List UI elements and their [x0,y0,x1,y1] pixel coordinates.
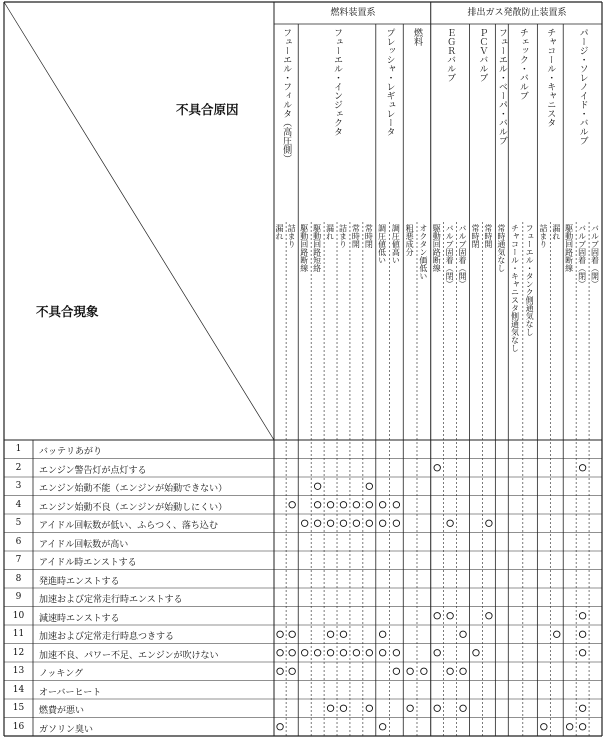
component-header: 燃料 [411,28,422,46]
symptom-number: 13 [12,666,25,676]
component-header: フューエル・インジェクタ [332,28,342,136]
symptom-number: 10 [12,610,25,621]
symptom-text: アイドル回転数が低い、ふらつく、落ち込む [39,521,218,531]
symptom-title: 不具合現象 [36,304,99,319]
symptom-number: 9 [15,592,22,602]
cause-header: 粗悪成分 [405,224,415,256]
cause-header: 詰まり [338,224,348,248]
cause-header: 常時閉 [364,224,374,248]
component-header: チャコール・キャニスタ [545,28,556,127]
symptom-text: エンジン始動不良（エンジンが始動しにくい） [39,502,228,513]
symptom-text: ノッキング [39,669,84,679]
cause-title: 不具合原因 [176,102,239,117]
symptom-text: 減速時エンストする [39,613,120,624]
symptom-text: バッテリあがり [39,447,103,457]
component-header: ＥＧＲバルブ [445,28,456,82]
component-header: チェック・バルブ [517,28,528,100]
symptom-number: 8 [15,573,22,584]
symptom-text: アイドル時エンストする [39,558,137,568]
symptom-number: 3 [15,481,22,491]
cause-header: 漏れ [275,224,285,240]
symptom-number: 5 [15,518,22,528]
symptom-text: オーバーヒート [39,687,102,698]
symptom-text: 燃費が悪い [39,706,85,716]
symptom-number: 7 [15,555,22,565]
symptom-number: 4 [15,499,22,510]
cause-header: 漏れ [551,224,561,240]
cause-header: 常時閉 [470,224,480,248]
symptom-text: エンジン始動不能（エンジンが始動できない） [39,484,228,494]
cause-header: 調圧値低い [377,224,387,264]
symptom-text: アイドル回転数が高い [39,539,129,550]
symptom-text: 発進時エンストする [39,576,120,587]
cause-header: 漏れ [325,224,335,240]
symptom-text: 加速不良、パワー不足、エンジンが吹けない [39,650,219,661]
cause-header: 調圧値高い [391,224,401,264]
component-header: フューエル・フィルタ（高圧側） [281,28,292,163]
symptom-text: 加速および定常走行時息つきする [39,632,175,642]
cause-header: フューエル・タンク側通気なし [525,224,535,336]
symptom-text: ガソリン臭い [39,724,94,735]
cause-header: 駆動回路断線 [564,224,574,272]
cause-header: オクタン価低い [418,224,428,280]
component-header: プレッシャ・レギュレータ [384,28,395,136]
symptom-number: 2 [15,462,22,473]
symptom-text: 加速および定常走行時エンストする [39,595,183,605]
cause-header: バルブ固着（開） [590,224,600,288]
group-header-fuel: 燃料装置系 [330,8,376,18]
cause-header: 常時開 [351,224,361,248]
cause-header: 駆動回路断線 [299,224,309,272]
cause-header: 駆動回路短絡 [312,224,322,272]
symptom-number: 14 [12,684,25,695]
cause-header: 詰まり [538,224,548,248]
symptom-number: 1 [15,444,22,454]
cause-header: 常時通気なし [496,224,506,272]
symptom-text: エンジン警告灯が点灯する [39,465,147,476]
symptom-number: 15 [12,703,25,713]
cause-header: 詰まり [287,224,297,248]
group-header-emission: 排出ガス発散防止装置系 [467,8,567,18]
cause-header: 常時開 [483,224,493,248]
symptom-number: 12 [12,647,25,658]
cause-header: バルブ固着（閉） [445,224,455,288]
component-header: ＰＣＶバルブ [477,28,488,82]
cause-header: バルブ固着（開） [458,224,468,288]
symptom-number: 11 [12,629,25,639]
cause-header: 駆動回路断線 [432,224,442,272]
cause-header: チャコール・キャニスタ側通気なし [510,224,520,352]
symptom-number: 6 [15,536,22,547]
component-header: パージ・ソレノイド・バルブ [577,28,588,145]
cause-header: バルブ固着（閉） [577,224,587,288]
component-header: フューエル・ベーパ・バルブ [496,28,507,145]
symptom-number: 16 [12,721,25,732]
